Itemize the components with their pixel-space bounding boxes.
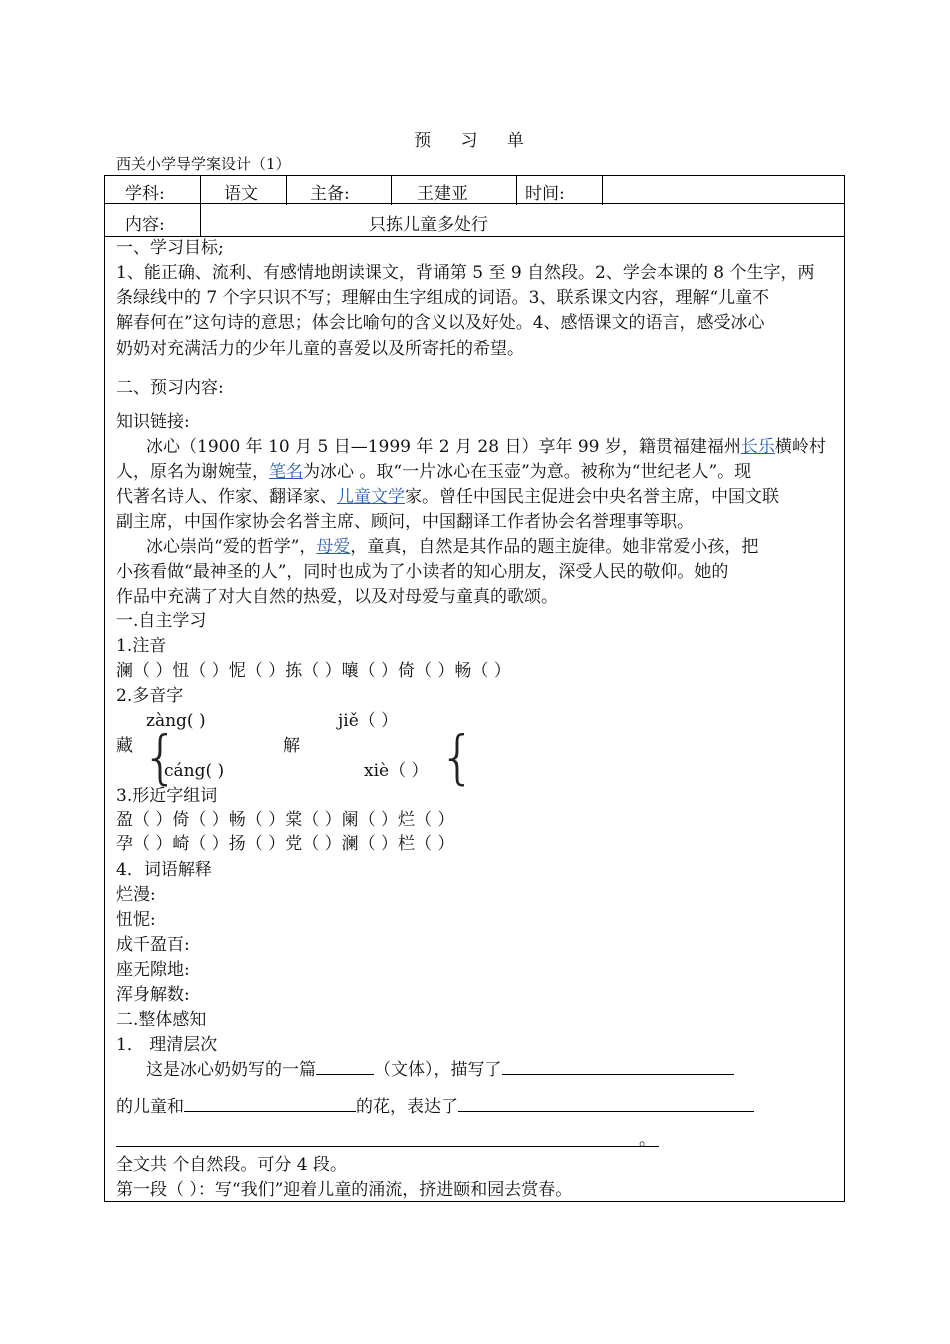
overall-heading: 二.整体感知 [116,1010,207,1030]
describe-blank[interactable] [502,1058,734,1075]
content-label: 内容: [125,215,165,235]
paragraph-count: 全文共 个自然段。可分 4 段。 [116,1155,348,1175]
word-item: 座无隙地: [116,960,190,980]
bio-line: 小孩看做“最神圣的人”，同时也成为了小读者的知心朋友，深受人民的敬仰。她的 [116,562,729,582]
zang-reading: zàng( ) [146,711,206,731]
bio-line: 代著名诗人、作家、翻译家、儿童文学家。曾任中国民主促进会中央名誉主席，中国文联 [116,487,779,507]
fill-line: 这是冰心奶奶写的一篇 （文体），描写了 [146,1058,734,1084]
left-brace-icon: { [142,723,179,791]
time-label: 时间: [525,184,565,204]
goals-heading: 一、学习目标; [116,238,224,258]
polyphone-heading: 2.多音字 [116,686,184,706]
self-study-heading: 一.自主学习 [116,611,207,631]
goals-line: 奶奶对充满活力的少年儿童的喜爱以及所寄托的希望。 [116,339,524,359]
link-changle[interactable]: 长乐 [740,437,775,457]
pinyin-exercise: 澜（ ）忸（ ）怩（ ）拣（ ）嚷（ ）倚（ ）畅（ ） [116,661,511,681]
bio-line: 冰心崇尚“爱的哲学”，母爱，童真，自然是其作品的题主旋律。她非常爱小孩，把 [146,537,759,557]
fill-line: 的儿童和 的花，表达了 [116,1095,754,1121]
xie-reading: xiè（ ） [364,761,429,781]
lead-label: 主备: [310,184,350,204]
school-header: 西关小学导学案设计（1） [116,155,291,173]
goals-line: 条绿线中的 7 个字只识不写；理解由生字组成的词语。3、联系课文内容，理解“儿童不 [116,288,770,308]
pinyin-heading: 1.注音 [116,636,167,656]
cang-reading: cáng( ) [164,761,225,781]
bio-line: 副主席，中国作家协会名誉主席、顾问，中国翻译工作者协会名誉理事等职。 [116,512,694,532]
genre-blank[interactable] [316,1058,374,1075]
page-title: 预 习 单 [414,131,536,151]
words-heading: 4．词语解释 [116,860,212,880]
structure-heading: 1． 理清层次 [116,1035,218,1055]
similar-exercise: 孕（ ）崎（ ）扬（ ）党（ ）澜（ ）栏（ ） [116,834,455,854]
segment-one: 第一段（ ）：写“我们”迎着儿童的涌流，挤进颐和园去赏春。 [116,1180,573,1200]
bio-line: 作品中充满了对大自然的热爱，以及对母爱与童真的歌颂。 [116,587,558,607]
link-childrens-literature[interactable]: 儿童文学 [337,487,405,507]
bio-line: 人，原名为谢婉莹，笔名为冰心 。取“一片冰心在玉壶”为意。被称为“世纪老人”。现 [116,462,752,482]
knowledge-link-heading: 知识链接: [116,412,190,432]
goals-line: 解春何在”这句诗的意思；体会比喻句的含义以及好处。4、感悟课文的语言，感受冰心 [116,313,765,333]
word-item: 忸怩: [116,910,156,930]
sentence-end: 。 [639,1130,656,1150]
link-maternal-love[interactable]: 母爱 [316,537,351,557]
jie-char: 解 [283,736,300,756]
word-item: 成千盈百: [116,935,190,955]
word-item: 烂漫: [116,885,156,905]
word-item: 浑身解数: [116,985,190,1005]
preview-heading: 二、预习内容: [116,378,224,398]
link-pen-name[interactable]: 笔名 [269,462,303,482]
bio-line: 冰心（1900 年 10 月 5 日—1999 年 2 月 28 日）享年 99 岁，籍贯福建福州长乐横岭村 [146,437,826,457]
goals-line: 1、能正确、流利、有感情地朗读课文，背诵第 5 至 9 自然段。2、学会本课的 8 个生字，两 [116,263,815,283]
subject-value: 语文 [224,184,258,204]
jie-reading: jiě（ ） [338,711,399,731]
zang-char: 藏 [116,736,133,756]
express-blank[interactable] [458,1095,754,1112]
similar-heading: 3.形近字组词 [116,786,218,806]
similar-exercise: 盈（ ）倚（ ）畅（ ）棠（ ）阑（ ）烂（ ） [116,810,455,830]
right-brace-icon: { [439,723,476,791]
content-value: 只拣儿童多处行 [369,215,488,235]
lead-value: 王建亚 [417,184,468,204]
children-blank[interactable] [184,1095,356,1112]
subject-label: 学科: [125,184,165,204]
long-blank[interactable] [116,1130,659,1147]
